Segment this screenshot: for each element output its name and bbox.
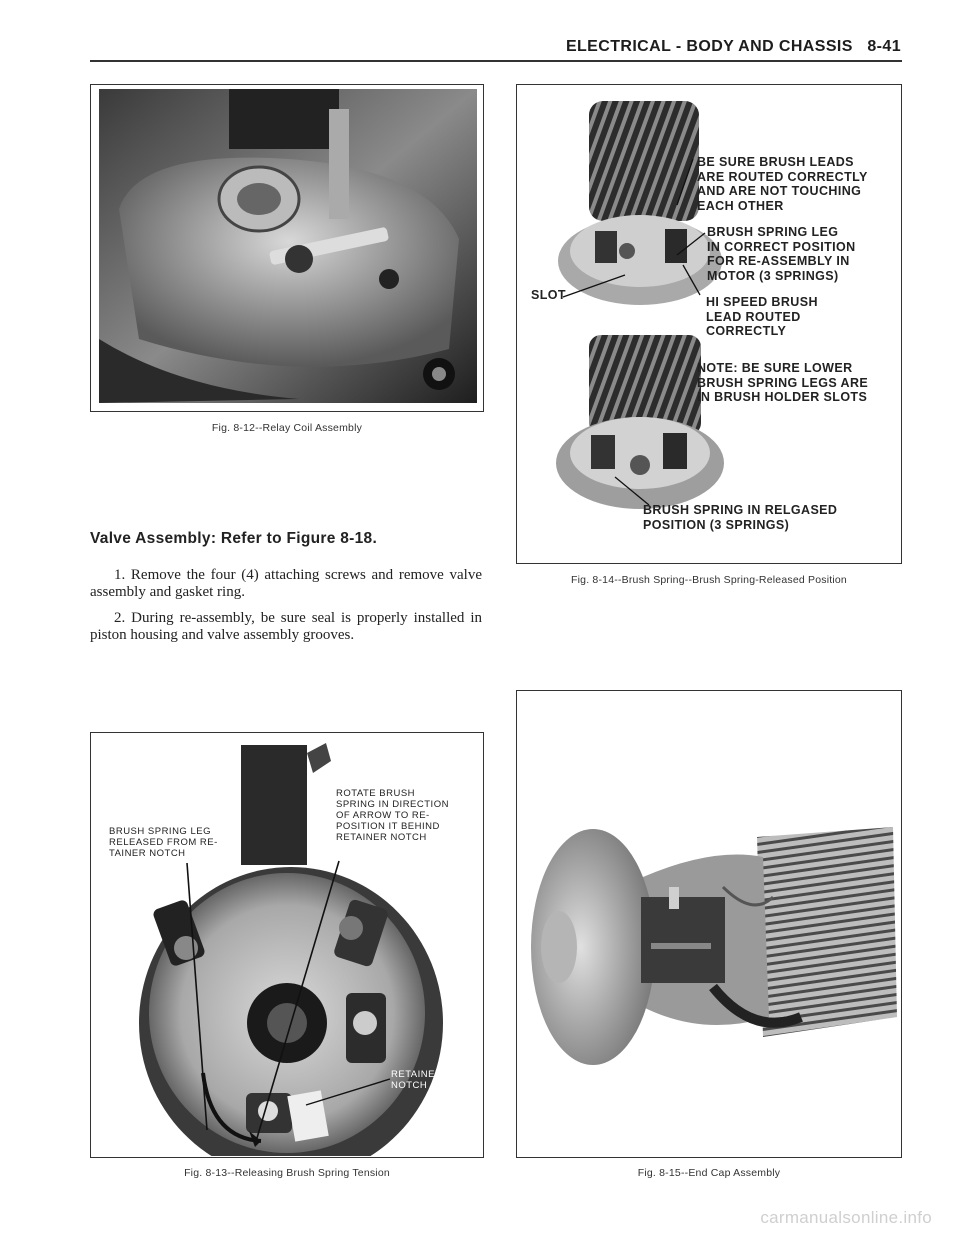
label-brush-spring-leg: BRUSH SPRING LEG IN CORRECT POSITION FOR RE-ASSEMBLY IN MOTOR (3 SPRINGS) [707, 225, 856, 283]
end-cap-photo [523, 787, 897, 1077]
page-number: 8-41 [867, 38, 901, 55]
section-title: Valve Assembly: Refer to Figure 8-18. [90, 530, 378, 547]
header-rule [90, 60, 902, 62]
label-retainer-notch: RETAINER NOTCH [391, 1069, 443, 1091]
figure-caption-8-14: Fig. 8-14--Brush Spring--Brush Spring-Released Position [571, 574, 847, 586]
figure-relay-coil [90, 84, 484, 412]
figure-caption-8-13: Fig. 8-13--Releasing Brush Spring Tension [184, 1167, 390, 1179]
step-1: 1. Remove the four (4) attaching screws and remove valve assembly and gasket ring. [90, 567, 482, 600]
page-header [535, 38, 901, 56]
label-brush-leads: BE SURE BRUSH LEADS ARE ROUTED CORRECTLY AND ARE NOT TOUCHING EACH OTHER [697, 155, 868, 213]
relay-coil-photo [99, 89, 477, 403]
figure-caption-8-15: Fig. 8-15--End Cap Assembly [637, 1167, 781, 1179]
footer-watermark: carmanualsonline.info [760, 1208, 932, 1227]
label-hi-speed-brush: HI SPEED BRUSH LEAD ROUTED CORRECTLY [706, 295, 818, 338]
label-slot: SLOT [531, 288, 566, 302]
label-brush-spring-leg-released: BRUSH SPRING LEG RELEASED FROM RE- TAINER NOTCH [109, 826, 218, 859]
label-note-lower-legs: NOTE: BE SURE LOWER BRUSH SPRING LEGS ARE IN BRUSH HOLDER SLOTS [697, 361, 869, 404]
figure-brush-spring-positions [516, 84, 902, 564]
figure-end-cap-assembly [516, 690, 902, 1158]
label-rotate-brush-spring: ROTATE BRUSH SPRING IN DIRECTION OF ARROW TO RE- POSITION IT BEHIND RETAINER NOTCH [336, 788, 449, 843]
header-title: ELECTRICAL - BODY AND CHASSIS [565, 38, 853, 55]
figure-releasing-brush-spring [90, 732, 484, 1158]
figure-caption-8-12: Fig. 8-12--Relay Coil Assembly [211, 422, 363, 434]
step-2: 2. During re-assembly, be sure seal is properly installed in piston housing and valve assembly grooves. [90, 610, 482, 643]
label-spring-released: BRUSH SPRING IN RELGASED POSITION (3 SPRINGS) [643, 503, 838, 532]
